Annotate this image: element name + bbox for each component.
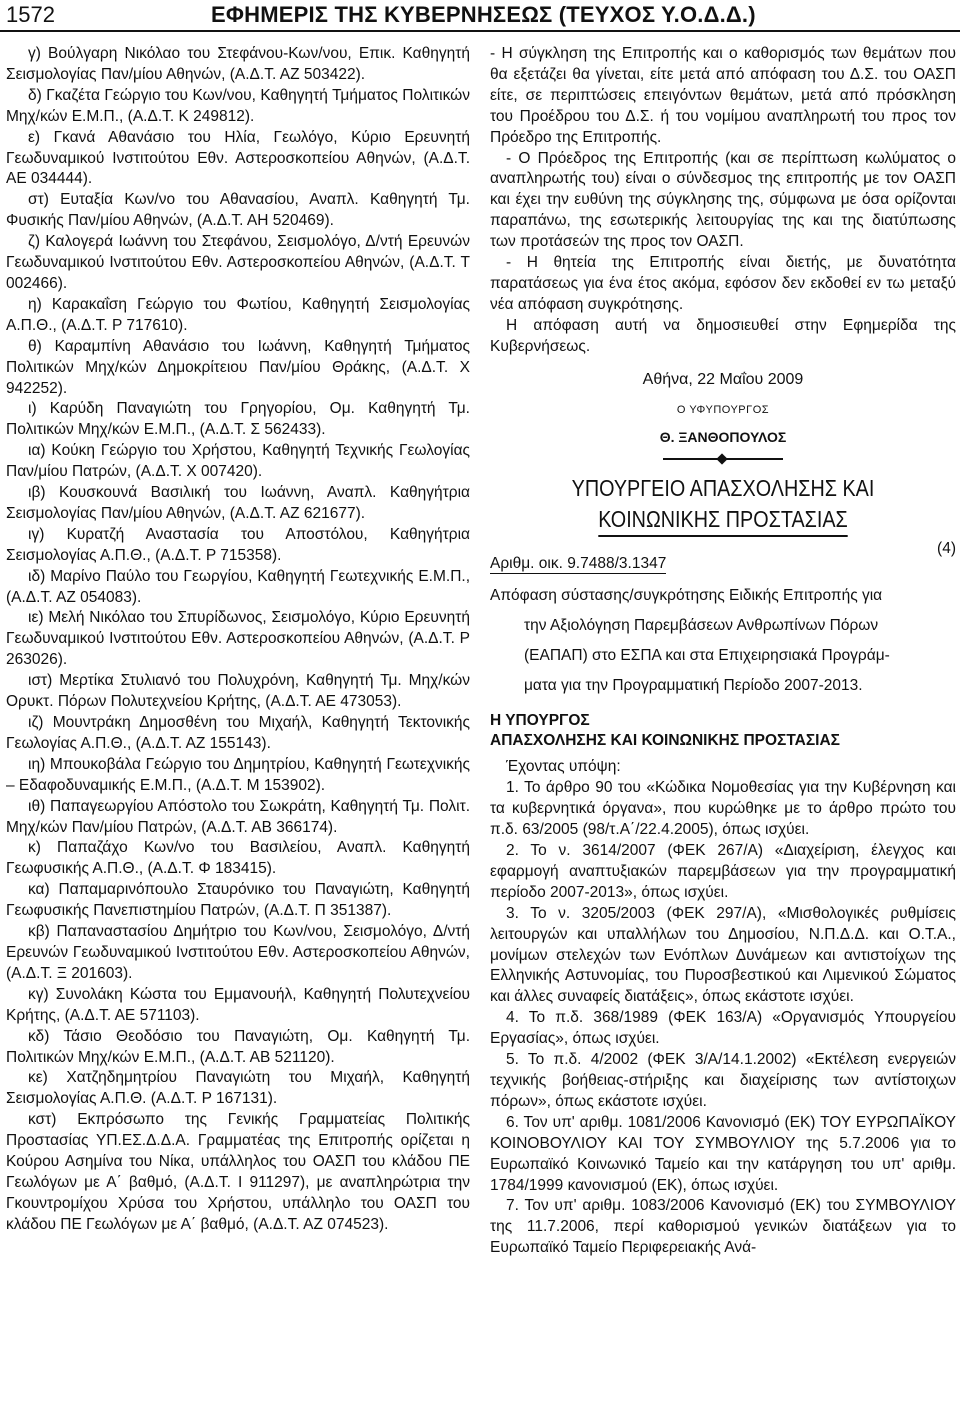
page-number: 1572	[6, 2, 55, 27]
considering-heading: Έχοντας υπόψη:	[506, 758, 621, 776]
legal-basis-item: 7. Τον υπ' αριθμ. 1083/2006 Κανονισμό (ΕΚ) του ΣΥΜΒΟΥΛΙΟΥ της 11.7.2006, περί καθορισμού γενικών διατάξεων για το Ευρωπαϊκό Ταμείο Περιφερειακής Ανά-	[490, 1197, 956, 1257]
member-entry: ιστ) Μερτίκα Στυλιανό του Πολυχρόνη, Καθηγητή Τμ. Μηχ/κών Ορυκτ. Πόρων Πολυτεχνείου Κρήτης, (Α.Δ.Τ. ΑΕ 473053).	[6, 672, 470, 711]
member-entry: ια) Κούκη Γεώργιο του Χρήστου, Καθηγητή Τεχνικής Γεωλογίας Παν/μίου Πατρών, (Α.Δ.Τ. Χ 007420).	[6, 442, 470, 481]
decision-number: (4)	[937, 540, 956, 558]
member-entry: ιθ) Παπαγεωργίου Απόστολο του Σωκράτη, Καθηγητή Τμ. Πολιτ. Μηχ/κών Παν/μίου Πατρών, (Α.Δ.Τ. ΑΒ 366174).	[6, 797, 470, 836]
minister-name: Θ. ΞΑΝΘΟΠΟΥΛΟΣ	[659, 428, 787, 445]
header-rule	[0, 30, 960, 32]
member-entry: κβ) Παπαναστασίου Δημήτριο του Κων/νου, Σεισμολόγο, Δ/ντή Ερευνών Γεωδυναμικού Ινστιτούτου Εθν. Αστεροσκοπείου Αθηνών, (Α.Δ.Τ. Ξ 201603).	[6, 923, 470, 982]
member-entry: γ) Βούλγαρη Νικόλαο του Στεφάνου-Κων/νου, Επικ. Καθηγητή Σεισμολογίας Παν/μίου Αθηνών, (Α.Δ.Τ. ΑΖ 503422).	[6, 45, 470, 83]
decision-subject	[490, 581, 956, 701]
section-divider	[663, 455, 783, 463]
member-entry: ε) Γκανά Αθανάσιο του Ηλία, Γεωλόγο, Κύριο Ερευνητή Γεωδυναμικού Ινστιτούτου Εθν. Αστεροσκοπείου Αθηνών, (Α.Δ.Τ. ΑΕ 034444).	[6, 128, 470, 188]
member-entry: κδ) Τάσιο Θεοδόσιο του Παναγιώτη, Ομ. Καθηγητή Τμ. Πολιτικών Μηχ/κών Ε.Μ.Π., (Α.Δ.Τ. ΑΒ 521120).	[6, 1027, 470, 1066]
legal-basis-item: 5. Το π.δ. 4/2002 (ΦΕΚ 3/Α/14.1.2002) «Εκτέλεση ενεργειών τεχνικής βοήθειας-στήριξης και διαχείρισης των αντίστοιχων πόρων», όπως εκάστοτε ισχύει.	[490, 1051, 956, 1110]
page-header	[0, 0, 960, 38]
member-entry: ιη) Μπουκοβάλα Γεώργιο του Δημητρίου, Καθηγητή Γεωτεχνικής – Εδαφοδυναμικής Ε.Μ.Π., (Α.Δ.Τ. Μ 153902).	[6, 755, 470, 794]
legal-basis-item: 1. Το άρθρο 90 του «Κώδικα Νομοθεσίας για την Κυβέρνηση και τα κυβερνητικά όργανα», που κυρώθηκε με το άρθρο πρώτο του π.δ. 63/2005 (98/τ.Α΄/22.4.2005), όπως ισχύει.	[490, 779, 956, 839]
decision-row	[490, 540, 956, 575]
member-entry: ιβ) Κουσκουνά Βασιλική του Ιωάννη, Αναπλ. Καθηγήτρια Σεισμολογίας Παν/μίου Αθηνών, (Α.Δ.Τ. ΑΖ 621677).	[6, 484, 470, 522]
member-entry: ιε) Μελή Νικόλαο του Σπυρίδωνος, Σεισμολόγο, Κύριο Ερευνητή Γεωδυναμικού Ινστιτούτου Εθν. Αστεροσκοπείου Αθηνών, (Α.Δ.Τ. Ρ 263026).	[6, 609, 470, 669]
right-column	[490, 44, 956, 1259]
member-entry: κστ) Εκπρόσωπο της Γενικής Γραμματείας Πολιτικής Προστασίας ΥΠ.ΕΣ.Δ.Δ.Α. Γραμματέας της Επιτροπής ορίζεται η Κούρου Ασημίνα του Νίκα, υπάλληλος του ΟΑΣΠ του κλάδου ΠΕ Γεωλόγων με Α΄ βαθμό, (Α.Δ.Τ. Ι 911297), με αναπληρώτρια την Γκουντρομίχου Χρύσα του Χρήστου, υπάλληλο του ΟΑΣΠ του κλάδου ΠΕ Γεωλόγων με Α΄ βαθμό, (Α.Δ.Τ. ΑΖ 074523).	[6, 1111, 470, 1233]
member-entry: ιδ) Μαρίνο Παύλο του Γεωργίου, Καθηγητή Γεωτεχνικής Ε.Μ.Π., (Α.Δ.Τ. ΑΖ 054083).	[6, 567, 470, 606]
authority-subtitle: ΑΠΑΣΧΟΛΗΣΗΣ ΚΑΙ ΚΟΙΝΩΝΙΚΗΣ ΠΡΟΣΤΑΣΙΑΣ	[490, 732, 840, 750]
ministry-heading	[523, 473, 924, 537]
member-entry: ζ) Καλογερά Ιωάννη του Στεφάνου, Σεισμολόγο, Δ/ντή Ερευνών Γεωδυναμικού Ινστιτούτου Εθν. Αστεροσκοπείου Αθηνών, (Α.Δ.Τ. Τ 002466).	[6, 233, 470, 292]
publication-order: Η απόφαση αυτή να δημοσιευθεί στην Εφημερίδα της Κυβερνήσεως.	[490, 316, 956, 355]
subject-line: Απόφαση σύστασης/συγκρότησης Ειδικής Επιτροπής για	[490, 587, 883, 605]
ministry-heading-line: ΚΟΙΝΩΝΙΚΗΣ ΠΡΟΣΤΑΣΙΑΣ	[598, 504, 848, 537]
subject-line: (ΕΑΠΑΠ) στο ΕΣΠΑ και στα Επιχειρησιακά Προγράμ-	[524, 647, 890, 665]
left-column	[6, 44, 470, 1236]
member-entry: κ) Παπαζάχο Κων/νο του Βασιλείου, Αναπλ. Καθηγητή Γεωφυσικής Α.Π.Θ., (Α.Δ.Τ. Φ 183415).	[6, 839, 470, 878]
subject-line: την Αξιολόγηση Παρεμβάσεων Ανθρωπίνων Πόρων	[524, 617, 879, 635]
provision-paragraph: - Ο Πρόεδρος της Επιτροπής (και σε περίπτωση κωλύματος ο αναπληρωτής του) είναι ο σύνδεσμος της επιτροπής με τον ΟΑΣΠ και έχει την ευθύνη της σύγκλησης της, σύμφωνα με όσα ορίζονται παραπάνω, της εσωτερικής λειτουργίας της και της διατύπωσης των προτάσεών της προς τον ΟΑΣΠ.	[490, 149, 956, 251]
member-entry: ιζ) Μουντράκη Δημοσθένη του Μιχαήλ, Καθηγητή Τεκτονικής Γεωλογίας Α.Π.Θ., (Α.Δ.Τ. ΑΖ 155143).	[6, 714, 470, 752]
provision-paragraph: - Η θητεία της Επιτροπής είναι διετής, με δυνατότητα παρατάσεως για ένα έτος ακόμα, εφόσον δεν εκδοθεί εν τω μεταξύ νέα απόφαση συγκρότησης.	[490, 254, 956, 313]
member-entry: κα) Παπαμαρινόπουλο Σταυρόνικο του Παναγιώτη, Καθηγητή Γεωφυσικής Πανεπιστημίου Πατρών, (Α.Δ.Τ. Π 351387).	[6, 881, 470, 920]
diamond-icon	[716, 454, 727, 465]
date-place: Αθήνα, 22 Μαΐου 2009	[642, 370, 804, 388]
member-entry: κγ) Συνολάκη Κώστα του Εμμανουήλ, Καθηγητή Πολυτεχνείου Κρήτης, (Α.Δ.Τ. ΑΕ 571103).	[6, 985, 470, 1024]
legal-basis-item: 6. Τον υπ' αριθμ. 1081/2006 Κανονισμό (ΕΚ) ΤΟΥ ΕΥΡΩΠΑΪΚΟΥ ΚΟΙΝΟΒΟΥΛΙΟΥ ΚΑΙ ΤΟΥ ΣΥΜΒΟΥΛΙΟΥ της 5.7.2006 για το Ευρωπαϊκό Κοινωνικό Ταμείο και την κατάργηση του υπ' αριθμ. 1784/1999 κανονισμού (ΕΚ), όπως ισχύει.	[490, 1113, 956, 1194]
provision-paragraph: - Η σύγκληση της Επιτροπής και ο καθορισμός των θεμάτων που θα εξετάζει θα γίνεται, είτε μετά από απόφαση του Δ.Σ. του ΟΑΣΠ είτε, σε περιπτώσεις επειγόντων θεμάτων, μετά από πρόσκληση του Προέδρου του Δ.Σ. ή του νομίμου αναπληρωτή του προς τον Πρόεδρο της Επιτροπής.	[490, 45, 956, 146]
member-entry: στ) Ευταξία Κων/νο του Αθανασίου, Αναπλ. Καθηγητή Τμ. Φυσικής Παν/μίου Αθηνών, (Α.Δ.Τ. ΑΗ 520469).	[6, 191, 470, 230]
member-entry: δ) Γκαζέτα Γεώργιο του Κων/νου, Καθηγητή Τμήματος Πολιτικών Μηχ/κών Ε.Μ.Π., (Α.Δ.Τ. Κ 249812).	[6, 86, 470, 125]
member-entry: κε) Χατζηδημητρίου Παναγιώτη του Μιχαήλ, Καθηγητή Σεισμολογίας Α.Π.Θ. (Α.Δ.Τ. Ρ 167131).	[6, 1069, 470, 1108]
journal-title: ΕΦΗΜΕΡΙΣ ΤΗΣ ΚΥΒΕΡΝΗΣΕΩΣ (ΤΕΥΧΟΣ Υ.Ο.Δ.Δ.)	[211, 2, 756, 27]
member-entry: ι) Καρύδη Παναγιώτη του Γρηγορίου, Ομ. Καθηγητή Τμ. Πολιτικών Μηχ/κών Ε.Μ.Π., (Α.Δ.Τ. Σ 562433).	[6, 400, 470, 439]
minister-title: Ο ΥΦΥΠΟΥΡΓΟΣ	[676, 403, 770, 416]
member-entry: η) Καρακαΐση Γεώργιο του Φωτίου, Καθηγητή Σεισμολογίας Α.Π.Θ., (Α.Δ.Τ. Ρ 717610).	[6, 295, 470, 334]
authority-title: Η ΥΠΟΥΡΓΟΣ	[490, 712, 590, 730]
legal-basis-item: 4. Το π.δ. 368/1989 (ΦΕΚ 163/Α) «Οργανισμός Υπουργείου Εργασίας», όπως ισχύει.	[490, 1009, 956, 1048]
ministry-heading-line: ΥΠΟΥΡΓΕΙΟ ΑΠΑΣΧΟΛΗΣΗΣ ΚΑΙ	[571, 475, 875, 502]
protocol-number: Αριθμ. οικ. 9.7488/3.1347	[490, 555, 667, 573]
legal-basis-item: 2. Το ν. 3614/2007 (ΦΕΚ 267/Α) «Διαχείριση, έλεγχος και εφαρμογή αναπτυξιακών παρεμβάσεων για την προγραμματική περίοδο 2007-2013», όπως ισχύει.	[490, 842, 956, 901]
subject-line: ματα για την Προγραμματική Περίοδο 2007-2013.	[524, 677, 863, 695]
member-entry: θ) Καραμπίνη Αθανάσιο του Ιωάννη, Καθηγητή Τμήματος Πολιτικών Μηχ/κών Δημοκρίτειου Παν/μίου Θράκης, (Α.Δ.Τ. Χ 942252).	[6, 337, 470, 397]
member-entry: ιγ) Κυρατζή Αναστασία του Αποστόλου, Καθηγήτρια Σεισμολογίας Α.Π.Θ., (Α.Δ.Τ. Ρ 715358).	[6, 525, 470, 564]
legal-basis-item: 3. Το ν. 3205/2003 (ΦΕΚ 297/Α), «Μισθολογικές ρυθμίσεις λειτουργών και υπαλλήλων του Δημοσίου, Ν.Π.Δ.Δ. και Ο.Τ.Α., μονίμων στελεχών των Ενόπλων Δυνάμεων και αντιστοίχων της Ελληνικής Αστυνομίας, του Πυροσβεστικού και Λιμενικού Σώματος και άλλες συναφείς διατάξεις», όπως εκάστοτε ισχύει.	[490, 904, 956, 1006]
